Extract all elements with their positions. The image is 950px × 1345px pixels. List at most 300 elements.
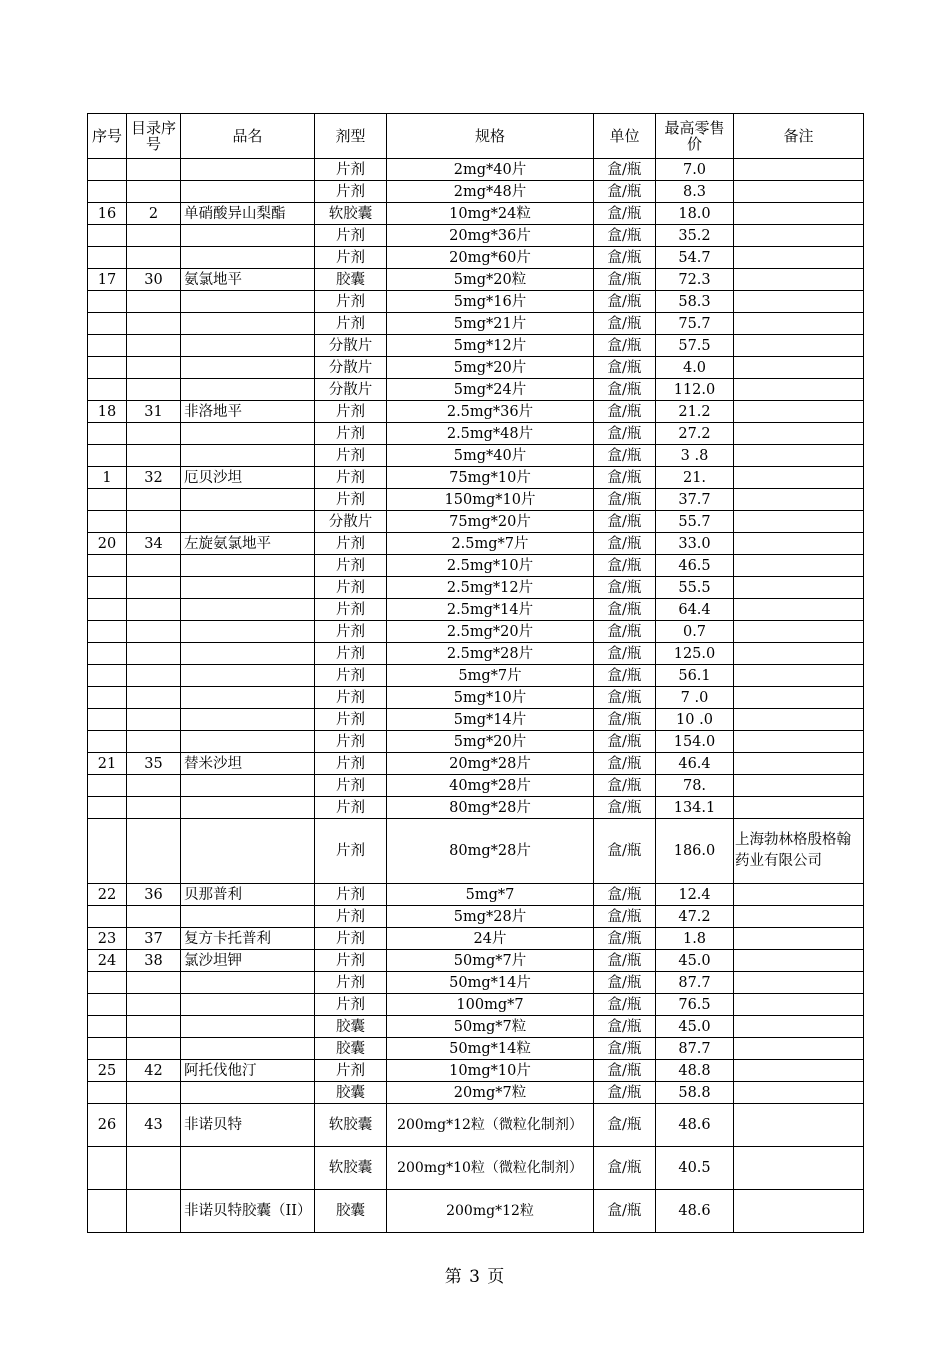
cell-remark xyxy=(734,775,864,797)
cell-price: 8.3 xyxy=(656,181,734,203)
cell-remark xyxy=(734,291,864,313)
cell-unit: 盒/瓶 xyxy=(594,489,656,511)
cell-price: 10 .0 xyxy=(656,709,734,731)
cell-catalog-seq xyxy=(127,665,181,687)
cell-catalog-seq xyxy=(127,247,181,269)
cell-catalog-seq: 35 xyxy=(127,753,181,775)
header-spec: 规格 xyxy=(387,114,594,159)
cell-spec: 5mg*12片 xyxy=(387,335,594,357)
cell-price: 48.6 xyxy=(656,1190,734,1233)
cell-remark xyxy=(734,577,864,599)
cell-name xyxy=(181,972,315,994)
table-row xyxy=(88,577,864,599)
cell-spec: 5mg*7片 xyxy=(387,665,594,687)
cell-remark xyxy=(734,906,864,928)
cell-name xyxy=(181,225,315,247)
cell-unit: 盒/瓶 xyxy=(594,819,656,884)
cell-remark xyxy=(734,203,864,225)
cell-spec: 150mg*10片 xyxy=(387,489,594,511)
cell-name xyxy=(181,731,315,753)
table-row xyxy=(88,379,864,401)
table-row xyxy=(88,906,864,928)
cell-catalog-seq xyxy=(127,1038,181,1060)
cell-spec: 2.5mg*14片 xyxy=(387,599,594,621)
table-row xyxy=(88,687,864,709)
cell-spec: 24片 xyxy=(387,928,594,950)
cell-name xyxy=(181,1082,315,1104)
header-form: 剂型 xyxy=(315,114,387,159)
table-row xyxy=(88,643,864,665)
cell-unit: 盒/瓶 xyxy=(594,1060,656,1082)
table-row xyxy=(88,555,864,577)
cell-form: 片剂 xyxy=(315,994,387,1016)
cell-name: 贝那普利 xyxy=(181,884,315,906)
cell-name: 阿托伐他汀 xyxy=(181,1060,315,1082)
cell-unit: 盒/瓶 xyxy=(594,225,656,247)
cell-price: 76.5 xyxy=(656,994,734,1016)
header-catalog-seq: 目录序号 xyxy=(127,114,181,159)
cell-seq xyxy=(88,1147,127,1190)
table-row xyxy=(88,1190,864,1233)
cell-catalog-seq: 30 xyxy=(127,269,181,291)
cell-price: 12.4 xyxy=(656,884,734,906)
cell-name xyxy=(181,291,315,313)
cell-form: 片剂 xyxy=(315,884,387,906)
cell-catalog-seq xyxy=(127,335,181,357)
cell-spec: 5mg*7 xyxy=(387,884,594,906)
cell-catalog-seq xyxy=(127,423,181,445)
cell-catalog-seq: 38 xyxy=(127,950,181,972)
cell-seq: 17 xyxy=(88,269,127,291)
cell-remark xyxy=(734,753,864,775)
cell-form: 胶囊 xyxy=(315,1038,387,1060)
cell-form: 片剂 xyxy=(315,950,387,972)
cell-form: 片剂 xyxy=(315,555,387,577)
cell-price: 57.5 xyxy=(656,335,734,357)
cell-remark xyxy=(734,225,864,247)
cell-name: 非诺贝特胶囊（II） xyxy=(181,1190,315,1233)
cell-unit: 盒/瓶 xyxy=(594,1016,656,1038)
cell-spec: 20mg*7粒 xyxy=(387,1082,594,1104)
cell-remark xyxy=(734,159,864,181)
cell-form: 片剂 xyxy=(315,665,387,687)
cell-catalog-seq: 43 xyxy=(127,1104,181,1147)
cell-form: 片剂 xyxy=(315,775,387,797)
cell-seq xyxy=(88,181,127,203)
cell-name xyxy=(181,709,315,731)
cell-price: 54.7 xyxy=(656,247,734,269)
cell-form: 片剂 xyxy=(315,401,387,423)
cell-remark xyxy=(734,797,864,819)
cell-spec: 50mg*7粒 xyxy=(387,1016,594,1038)
cell-spec: 200mg*10粒（微粒化制剂） xyxy=(387,1147,594,1190)
cell-unit: 盒/瓶 xyxy=(594,467,656,489)
cell-catalog-seq xyxy=(127,445,181,467)
cell-seq xyxy=(88,819,127,884)
cell-spec: 200mg*12粒（微粒化制剂） xyxy=(387,1104,594,1147)
cell-unit: 盒/瓶 xyxy=(594,577,656,599)
table-row xyxy=(88,819,864,884)
cell-seq xyxy=(88,972,127,994)
table-row xyxy=(88,731,864,753)
cell-name xyxy=(181,819,315,884)
cell-unit: 盒/瓶 xyxy=(594,1190,656,1233)
cell-price: 58.8 xyxy=(656,1082,734,1104)
cell-unit: 盒/瓶 xyxy=(594,753,656,775)
cell-name xyxy=(181,775,315,797)
cell-remark xyxy=(734,511,864,533)
cell-spec: 5mg*10片 xyxy=(387,687,594,709)
page-number: 第 3 页 xyxy=(444,1267,506,1287)
cell-price: 45.0 xyxy=(656,950,734,972)
cell-form: 胶囊 xyxy=(315,269,387,291)
cell-remark xyxy=(734,555,864,577)
cell-form: 片剂 xyxy=(315,577,387,599)
table-row xyxy=(88,401,864,423)
cell-catalog-seq xyxy=(127,1147,181,1190)
cell-unit: 盒/瓶 xyxy=(594,555,656,577)
cell-price: 47.2 xyxy=(656,906,734,928)
header-unit: 单位 xyxy=(594,114,656,159)
table-row xyxy=(88,489,864,511)
cell-unit: 盒/瓶 xyxy=(594,775,656,797)
header-max-price: 最高零售价 xyxy=(656,114,734,159)
cell-price: 48.6 xyxy=(656,1104,734,1147)
cell-form: 片剂 xyxy=(315,906,387,928)
cell-price: 27.2 xyxy=(656,423,734,445)
cell-remark xyxy=(734,731,864,753)
cell-spec: 2.5mg*10片 xyxy=(387,555,594,577)
cell-catalog-seq xyxy=(127,599,181,621)
cell-seq xyxy=(88,643,127,665)
cell-price: 186.0 xyxy=(656,819,734,884)
cell-name xyxy=(181,379,315,401)
cell-name: 替米沙坦 xyxy=(181,753,315,775)
cell-name: 非诺贝特 xyxy=(181,1104,315,1147)
cell-name xyxy=(181,247,315,269)
cell-price: 154.0 xyxy=(656,731,734,753)
cell-remark xyxy=(734,1038,864,1060)
cell-catalog-seq: 31 xyxy=(127,401,181,423)
table-row xyxy=(88,269,864,291)
cell-seq xyxy=(88,335,127,357)
cell-remark xyxy=(734,269,864,291)
cell-spec: 2.5mg*12片 xyxy=(387,577,594,599)
cell-form: 分散片 xyxy=(315,511,387,533)
cell-price: 21.2 xyxy=(656,401,734,423)
cell-catalog-seq xyxy=(127,819,181,884)
cell-unit: 盒/瓶 xyxy=(594,357,656,379)
cell-catalog-seq xyxy=(127,181,181,203)
cell-catalog-seq xyxy=(127,159,181,181)
cell-spec: 2.5mg*36片 xyxy=(387,401,594,423)
cell-unit: 盒/瓶 xyxy=(594,709,656,731)
cell-catalog-seq: 34 xyxy=(127,533,181,555)
table-row xyxy=(88,445,864,467)
cell-price: 55.7 xyxy=(656,511,734,533)
cell-price: 33.0 xyxy=(656,533,734,555)
cell-unit: 盒/瓶 xyxy=(594,599,656,621)
cell-remark xyxy=(734,423,864,445)
table-row xyxy=(88,1060,864,1082)
cell-price: 55.5 xyxy=(656,577,734,599)
cell-unit: 盒/瓶 xyxy=(594,159,656,181)
cell-spec: 2.5mg*7片 xyxy=(387,533,594,555)
cell-spec: 40mg*28片 xyxy=(387,775,594,797)
cell-spec: 10mg*10片 xyxy=(387,1060,594,1082)
cell-spec: 2.5mg*28片 xyxy=(387,643,594,665)
cell-remark xyxy=(734,972,864,994)
cell-seq xyxy=(88,313,127,335)
cell-form: 片剂 xyxy=(315,972,387,994)
cell-catalog-seq xyxy=(127,511,181,533)
cell-spec: 20mg*28片 xyxy=(387,753,594,775)
cell-spec: 5mg*20片 xyxy=(387,357,594,379)
cell-seq xyxy=(88,445,127,467)
cell-form: 片剂 xyxy=(315,467,387,489)
cell-catalog-seq: 36 xyxy=(127,884,181,906)
cell-seq: 21 xyxy=(88,753,127,775)
table-header xyxy=(88,114,864,159)
cell-form: 胶囊 xyxy=(315,1190,387,1233)
cell-seq: 18 xyxy=(88,401,127,423)
cell-unit: 盒/瓶 xyxy=(594,445,656,467)
cell-unit: 盒/瓶 xyxy=(594,884,656,906)
cell-name xyxy=(181,445,315,467)
cell-form: 软胶囊 xyxy=(315,203,387,225)
cell-form: 片剂 xyxy=(315,731,387,753)
cell-catalog-seq xyxy=(127,225,181,247)
cell-name: 氯沙坦钾 xyxy=(181,950,315,972)
cell-name xyxy=(181,159,315,181)
cell-spec: 2.5mg*20片 xyxy=(387,621,594,643)
cell-name xyxy=(181,687,315,709)
cell-unit: 盒/瓶 xyxy=(594,994,656,1016)
cell-remark xyxy=(734,401,864,423)
table-row xyxy=(88,203,864,225)
cell-seq xyxy=(88,665,127,687)
cell-seq: 24 xyxy=(88,950,127,972)
table-row xyxy=(88,599,864,621)
cell-form: 片剂 xyxy=(315,687,387,709)
table-row xyxy=(88,291,864,313)
cell-spec: 5mg*40片 xyxy=(387,445,594,467)
cell-form: 片剂 xyxy=(315,643,387,665)
cell-form: 胶囊 xyxy=(315,1016,387,1038)
cell-spec: 5mg*20片 xyxy=(387,731,594,753)
cell-spec: 100mg*7 xyxy=(387,994,594,1016)
cell-name: 左旋氨氯地平 xyxy=(181,533,315,555)
cell-price: 3 .8 xyxy=(656,445,734,467)
cell-remark xyxy=(734,1104,864,1147)
cell-remark xyxy=(734,313,864,335)
table-body xyxy=(88,159,864,1233)
cell-remark xyxy=(734,928,864,950)
cell-unit: 盒/瓶 xyxy=(594,687,656,709)
cell-catalog-seq xyxy=(127,906,181,928)
table-row xyxy=(88,1082,864,1104)
cell-unit: 盒/瓶 xyxy=(594,423,656,445)
table-row xyxy=(88,950,864,972)
cell-seq: 23 xyxy=(88,928,127,950)
cell-name xyxy=(181,489,315,511)
cell-remark xyxy=(734,1016,864,1038)
cell-seq: 25 xyxy=(88,1060,127,1082)
cell-seq xyxy=(88,906,127,928)
cell-unit: 盒/瓶 xyxy=(594,731,656,753)
cell-unit: 盒/瓶 xyxy=(594,928,656,950)
table-row xyxy=(88,467,864,489)
cell-spec: 5mg*20粒 xyxy=(387,269,594,291)
table-row xyxy=(88,665,864,687)
cell-form: 分散片 xyxy=(315,357,387,379)
cell-remark xyxy=(734,1190,864,1233)
cell-form: 胶囊 xyxy=(315,1082,387,1104)
cell-seq xyxy=(88,994,127,1016)
cell-name xyxy=(181,511,315,533)
cell-form: 片剂 xyxy=(315,445,387,467)
cell-price: 72.3 xyxy=(656,269,734,291)
cell-form: 软胶囊 xyxy=(315,1104,387,1147)
table-row xyxy=(88,621,864,643)
cell-remark xyxy=(734,994,864,1016)
cell-catalog-seq xyxy=(127,577,181,599)
cell-seq xyxy=(88,511,127,533)
cell-seq: 20 xyxy=(88,533,127,555)
cell-price: 125.0 xyxy=(656,643,734,665)
cell-spec: 2mg*48片 xyxy=(387,181,594,203)
cell-remark xyxy=(734,357,864,379)
cell-unit: 盒/瓶 xyxy=(594,1147,656,1190)
table-row xyxy=(88,928,864,950)
cell-remark xyxy=(734,621,864,643)
cell-catalog-seq xyxy=(127,994,181,1016)
cell-remark xyxy=(734,709,864,731)
cell-spec: 5mg*21片 xyxy=(387,313,594,335)
cell-form: 片剂 xyxy=(315,423,387,445)
cell-seq: 26 xyxy=(88,1104,127,1147)
cell-seq: 16 xyxy=(88,203,127,225)
cell-unit: 盒/瓶 xyxy=(594,1082,656,1104)
cell-remark xyxy=(734,533,864,555)
cell-seq xyxy=(88,687,127,709)
cell-remark xyxy=(734,1147,864,1190)
cell-name xyxy=(181,906,315,928)
cell-remark xyxy=(734,489,864,511)
table-row xyxy=(88,533,864,555)
cell-catalog-seq: 37 xyxy=(127,928,181,950)
cell-name: 厄贝沙坦 xyxy=(181,467,315,489)
cell-catalog-seq xyxy=(127,621,181,643)
cell-spec: 75mg*20片 xyxy=(387,511,594,533)
cell-form: 片剂 xyxy=(315,928,387,950)
table-row xyxy=(88,994,864,1016)
cell-remark xyxy=(734,950,864,972)
cell-seq xyxy=(88,291,127,313)
cell-price: 134.1 xyxy=(656,797,734,819)
header-seq: 序号 xyxy=(88,114,127,159)
cell-name xyxy=(181,994,315,1016)
cell-unit: 盒/瓶 xyxy=(594,950,656,972)
cell-catalog-seq xyxy=(127,357,181,379)
cell-catalog-seq xyxy=(127,643,181,665)
cell-catalog-seq xyxy=(127,687,181,709)
cell-name: 单硝酸异山梨酯 xyxy=(181,203,315,225)
cell-remark xyxy=(734,445,864,467)
cell-unit: 盒/瓶 xyxy=(594,972,656,994)
cell-price: 48.8 xyxy=(656,1060,734,1082)
cell-unit: 盒/瓶 xyxy=(594,1038,656,1060)
cell-spec: 2mg*40片 xyxy=(387,159,594,181)
cell-spec: 20mg*60片 xyxy=(387,247,594,269)
cell-spec: 50mg*14片 xyxy=(387,972,594,994)
cell-price: 40.5 xyxy=(656,1147,734,1190)
table-row xyxy=(88,1147,864,1190)
cell-price: 45.0 xyxy=(656,1016,734,1038)
cell-remark xyxy=(734,1082,864,1104)
cell-form: 片剂 xyxy=(315,599,387,621)
table-row xyxy=(88,313,864,335)
cell-unit: 盒/瓶 xyxy=(594,247,656,269)
table-row xyxy=(88,775,864,797)
cell-catalog-seq xyxy=(127,1190,181,1233)
cell-seq xyxy=(88,247,127,269)
cell-remark xyxy=(734,599,864,621)
cell-spec: 10mg*24粒 xyxy=(387,203,594,225)
cell-seq: 1 xyxy=(88,467,127,489)
cell-form: 片剂 xyxy=(315,291,387,313)
cell-catalog-seq xyxy=(127,489,181,511)
cell-seq xyxy=(88,1082,127,1104)
cell-name: 非洛地平 xyxy=(181,401,315,423)
cell-name xyxy=(181,599,315,621)
cell-price: 18.0 xyxy=(656,203,734,225)
cell-form: 片剂 xyxy=(315,533,387,555)
table-row xyxy=(88,797,864,819)
cell-name xyxy=(181,181,315,203)
cell-unit: 盒/瓶 xyxy=(594,533,656,555)
cell-price: 87.7 xyxy=(656,972,734,994)
cell-form: 片剂 xyxy=(315,489,387,511)
cell-catalog-seq xyxy=(127,555,181,577)
cell-spec: 50mg*7片 xyxy=(387,950,594,972)
cell-seq xyxy=(88,423,127,445)
cell-unit: 盒/瓶 xyxy=(594,511,656,533)
table-row xyxy=(88,423,864,445)
cell-spec: 200mg*12粒 xyxy=(387,1190,594,1233)
cell-seq: 22 xyxy=(88,884,127,906)
cell-form: 片剂 xyxy=(315,797,387,819)
cell-seq xyxy=(88,577,127,599)
cell-seq xyxy=(88,555,127,577)
cell-form: 分散片 xyxy=(315,379,387,401)
cell-form: 片剂 xyxy=(315,225,387,247)
cell-catalog-seq xyxy=(127,313,181,335)
cell-name: 氨氯地平 xyxy=(181,269,315,291)
cell-form: 片剂 xyxy=(315,159,387,181)
cell-name xyxy=(181,665,315,687)
cell-seq xyxy=(88,775,127,797)
cell-seq xyxy=(88,357,127,379)
table-row xyxy=(88,1038,864,1060)
cell-unit: 盒/瓶 xyxy=(594,269,656,291)
cell-remark xyxy=(734,665,864,687)
cell-spec: 75mg*10片 xyxy=(387,467,594,489)
cell-catalog-seq xyxy=(127,731,181,753)
cell-catalog-seq xyxy=(127,1082,181,1104)
cell-price: 0.7 xyxy=(656,621,734,643)
cell-remark xyxy=(734,884,864,906)
